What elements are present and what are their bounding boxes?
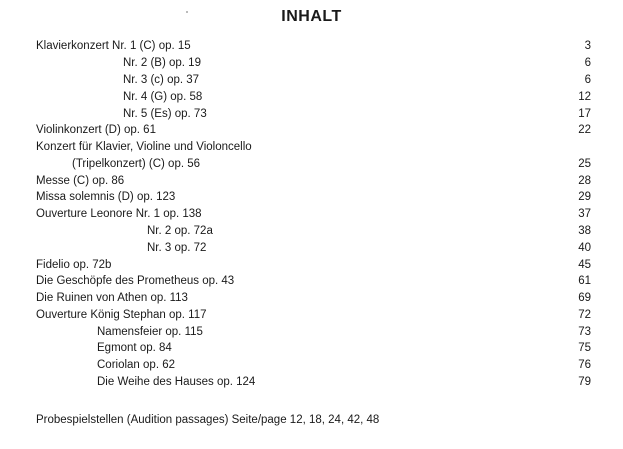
entry-title: Messe (C) op. 86 [36, 175, 125, 187]
entry-page: 28 [578, 175, 591, 187]
entry-page: 6 [584, 57, 591, 69]
audition-passages-note: Probespielstellen (Audition passages) Seite/page 12, 18, 24, 42, 48 [36, 414, 380, 426]
entry-page: 61 [578, 275, 591, 287]
toc-entry [0, 156, 623, 173]
entry-title: (Tripelkonzert) (C) op. 56 [72, 158, 201, 170]
toc-entry [0, 273, 623, 290]
entry-page: 75 [578, 342, 591, 354]
entry-page: 73 [578, 326, 591, 338]
entry-page: 17 [578, 108, 591, 120]
toc-entry [0, 38, 623, 55]
entry-page: 29 [578, 191, 591, 203]
entry-title: Fidelio op. 72b [36, 259, 112, 271]
toc-entry [0, 374, 623, 391]
entry-title: Nr. 2 op. 72a [147, 225, 213, 237]
toc-entry [0, 307, 623, 324]
entry-title: Konzert für Klavier, Violine und Violoncello [36, 141, 252, 153]
toc-entry [0, 340, 623, 357]
entry-page: 22 [578, 124, 591, 136]
entry-title: Die Ruinen von Athen op. 113 [36, 292, 188, 304]
entry-title: Die Geschöpfe des Prometheus op. 43 [36, 275, 235, 287]
entry-title: Violinkonzert (D) op. 61 [36, 124, 156, 136]
entry-page: 40 [578, 242, 591, 254]
entry-page: 69 [578, 292, 591, 304]
toc-entry [0, 257, 623, 274]
toc-entry [0, 206, 623, 223]
toc-entry [0, 89, 623, 106]
entry-title: Ouverture Leonore Nr. 1 op. 138 [36, 208, 202, 220]
entry-page: 45 [578, 259, 591, 271]
entry-title: Namensfeier op. 115 [97, 326, 203, 338]
entry-page: 38 [578, 225, 591, 237]
entry-page: 3 [584, 40, 591, 52]
toc-entry [0, 122, 623, 139]
entry-title: Klavierkonzert Nr. 1 (C) op. 15 [36, 40, 191, 52]
entry-title: Nr. 2 (B) op. 19 [123, 57, 201, 69]
toc-entry [0, 240, 623, 257]
entry-title: Nr. 3 op. 72 [147, 242, 207, 254]
entry-title: Egmont op. 84 [97, 342, 172, 354]
toc-entry [0, 223, 623, 240]
entry-title: Missa solemnis (D) op. 123 [36, 191, 176, 203]
entry-page: 12 [578, 91, 591, 103]
entry-page: 6 [584, 74, 591, 86]
toc-entry [0, 189, 623, 206]
entry-title: Ouverture König Stephan op. 117 [36, 309, 207, 321]
toc-entry [0, 55, 623, 72]
toc-entry [0, 106, 623, 123]
toc-entry [0, 357, 623, 374]
entry-title: Coriolan op. 62 [97, 359, 175, 371]
page-title: INHALT [281, 8, 342, 25]
entry-page: 76 [578, 359, 591, 371]
toc-entry [0, 139, 623, 156]
entry-title: Nr. 4 (G) op. 58 [123, 91, 203, 103]
entry-page: 37 [578, 208, 591, 220]
entry-title: Nr. 5 (Es) op. 73 [123, 108, 207, 120]
entry-page: 25 [578, 158, 591, 170]
toc-entry [0, 72, 623, 89]
entry-page: 79 [578, 376, 591, 388]
entry-title: Die Weihe des Hauses op. 124 [97, 376, 256, 388]
toc-entry [0, 324, 623, 341]
entry-title: Nr. 3 (c) op. 37 [123, 74, 200, 86]
entry-page: 72 [578, 309, 591, 321]
toc-entry [0, 173, 623, 190]
toc-entry [0, 290, 623, 307]
